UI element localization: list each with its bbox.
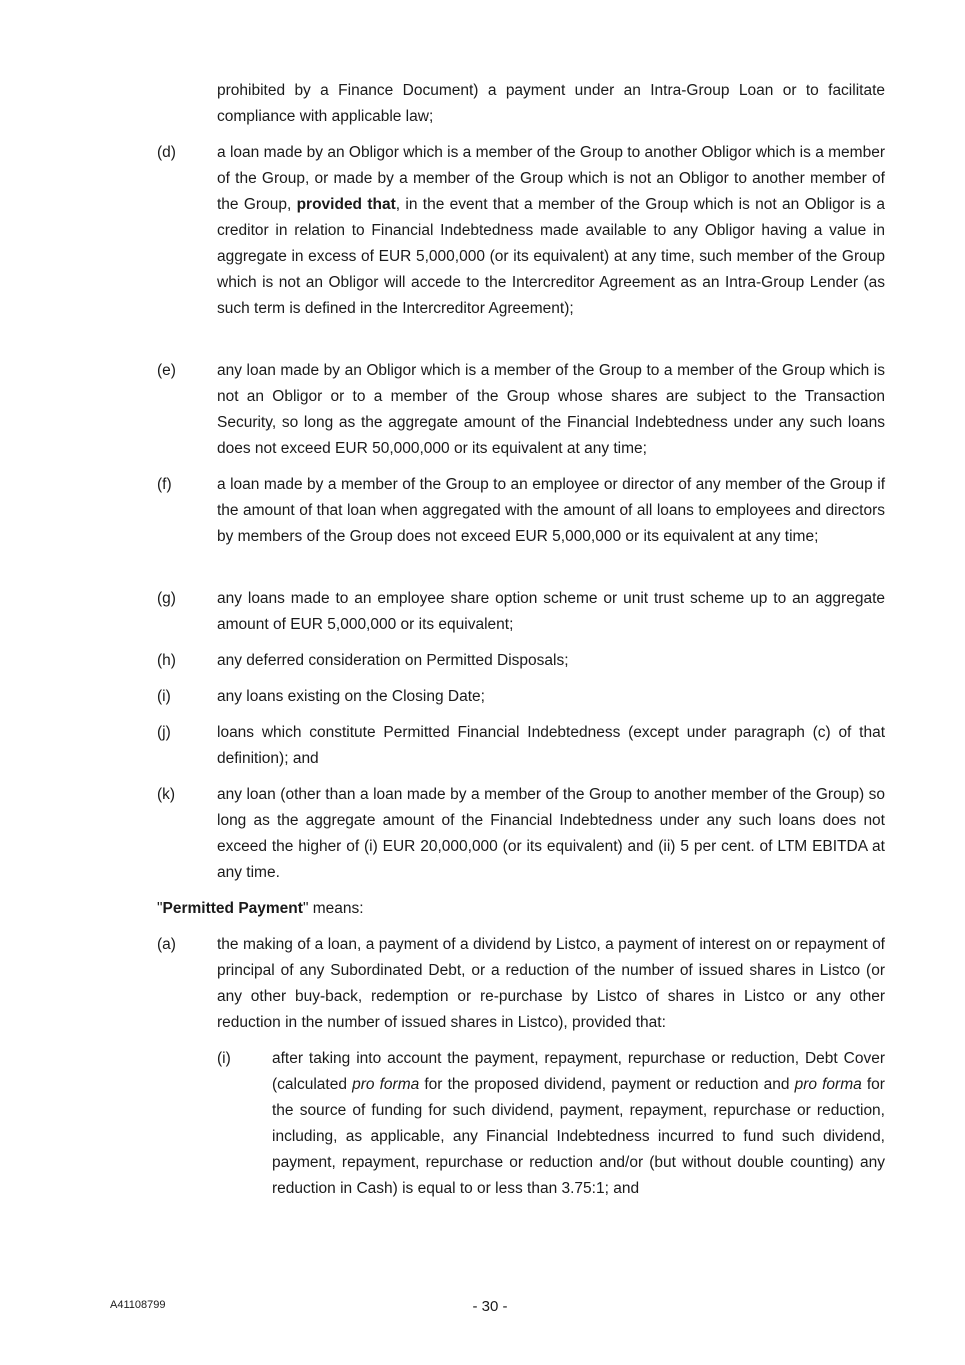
item-text-e: any loan made by an Obligor which is a member of the Group to a member of the Group which is not an Obligor or to a member of the Group whose shares are subject to the Transaction Security, so long as the aggregate amount of the Financial Indebtedness under any such loans does not exceed EUR 50,000,000 or its equivalent at any time; [217, 362, 885, 457]
item-text-j: loans which constitute Permitted Financial Indebtedness (except under paragraph (c) of that definition); and [217, 724, 885, 767]
item-text-d [217, 140, 885, 322]
pro-forma-italic-1: pro forma [352, 1076, 420, 1093]
document-id: A41108799 [110, 1299, 166, 1311]
item-text-d-pre: a loan made by an Obligor which is a member of the Group to another Obligor which is a member of the Group, or made by a member of the Group which is not an Obligor to another member of the Group, [217, 144, 885, 213]
payment-item-label-a: (a) [157, 936, 176, 953]
sub-item-label-i: (i) [217, 1050, 231, 1067]
sub-item-text-i [272, 1046, 885, 1202]
item-text-h: any deferred consideration on Permitted Disposals; [217, 652, 569, 669]
definition-suffix: " means: [302, 900, 364, 917]
item-text-k: any loan (other than a loan made by a member of the Group to another member of the Group) so long as the aggregate amount of the Financial Indebtedness under any such loans does not exceed the higher of (i) EUR 20,000,000 (or its equivalent) and (ii) 5 per cent. of LTM EBITDA at any time. [217, 786, 885, 881]
item-label-f: (f) [157, 476, 172, 493]
item-label-g: (g) [157, 590, 176, 607]
pro-forma-italic-2: pro forma [794, 1076, 862, 1093]
item-label-j: (j) [157, 724, 171, 741]
sub-item-text-part2: for the proposed dividend, payment or reduction and [419, 1076, 795, 1093]
item-label-d: (d) [157, 144, 176, 161]
item-text-i: any loans existing on the Closing Date; [217, 688, 485, 705]
item-label-k: (k) [157, 786, 176, 803]
definition-term: Permitted Payment [162, 900, 303, 917]
payment-item-text-a: the making of a loan, a payment of a dividend by Listco, a payment of interest on or repayment of principal of any Subordinated Debt, or a reduction of the number of issued shares in Listco (or any other buy-back, redemption or re-purchase by Listco of shares in Listco or any other reduction in the number of issued shares in Listco), provided that: [217, 936, 885, 1031]
provided-that-bold: provided that [296, 196, 396, 213]
item-label-i: (i) [157, 688, 171, 705]
continuation-paragraph: prohibited by a Finance Document) a payment under an Intra-Group Loan or to facilitate compliance with applicable law; [217, 82, 885, 125]
item-text-d-post: , in the event that a member of the Group which is not an Obligor is a creditor in relation to Financial Indebtedness made available to any Obligor having a value in aggregate in excess of EUR 5,000,000 (or its equivalent) at any time, such member of the Group which is not an Obligor will accede to the Intercreditor Agreement as an Intra-Group Lender (as such term is defined in the Intercreditor Agreement); [217, 196, 886, 317]
item-text-g: any loans made to an employee share option scheme or unit trust scheme up to an aggregate amount of EUR 5,000,000 or its equivalent; [217, 590, 885, 633]
sub-item-text-part1: after taking into account the payment, repayment, repurchase or reduction, Debt Cover (calculated [272, 1050, 885, 1093]
sub-item-text-part3: for the source of funding for such dividend, payment, repayment, repurchase or reduction, including, as applicable, any Financial Indebtedness incurred to fund such dividend, payment, repayment, repurchase or reduction and/or (but without double counting) any reduction in Cash) is equal to or less than 3.75:1; and [272, 1076, 885, 1197]
page-number: - 30 - [472, 1298, 508, 1315]
item-label-h: (h) [157, 652, 176, 669]
item-text-f: a loan made by a member of the Group to an employee or director of any member of the Group if the amount of that loan when aggregated with the amount of all loans to employees and directors by members of the Group does not exceed EUR 5,000,000 or its equivalent at any time; [217, 476, 885, 545]
definition-open-quote: " [157, 900, 163, 917]
item-label-e: (e) [157, 362, 176, 379]
definition-heading [157, 896, 885, 922]
